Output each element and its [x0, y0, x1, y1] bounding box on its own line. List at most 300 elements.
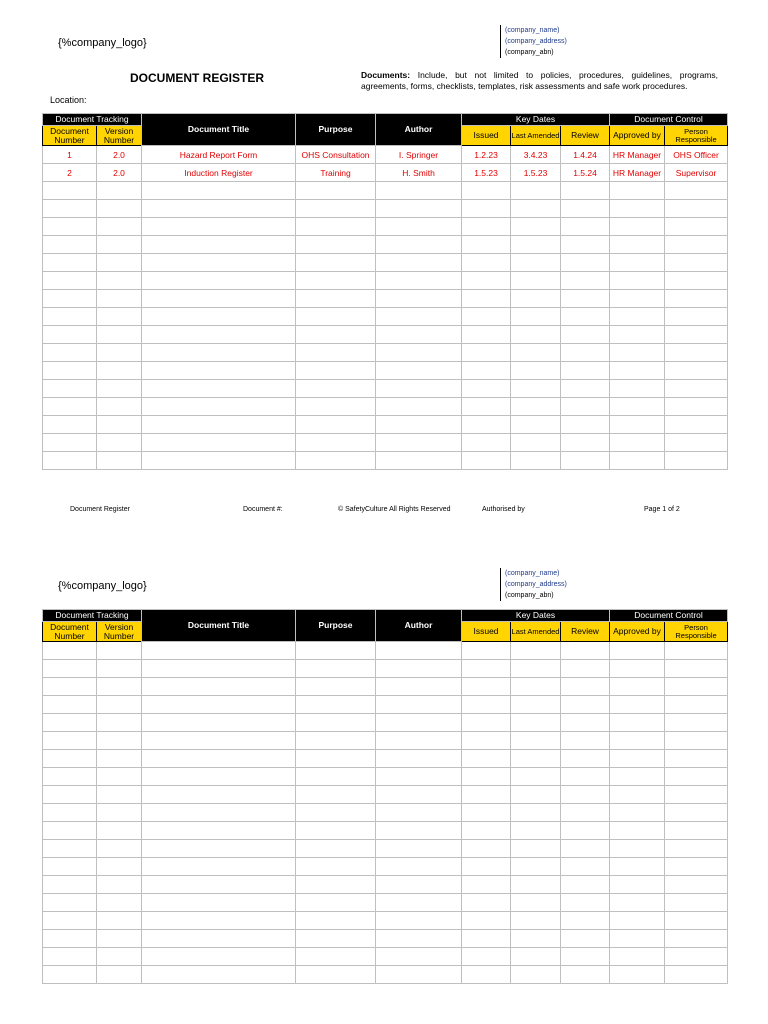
cell-approved-by[interactable]: [610, 290, 665, 308]
cell-version-number[interactable]: [97, 344, 142, 362]
cell-review[interactable]: [561, 236, 610, 254]
cell-document-number[interactable]: [43, 786, 97, 804]
cell-review[interactable]: [561, 308, 610, 326]
cell-last-amended[interactable]: [511, 398, 561, 416]
cell-approved-by[interactable]: [610, 966, 665, 984]
cell-author[interactable]: [376, 290, 462, 308]
cell-document-title[interactable]: [142, 344, 296, 362]
cell-document-title[interactable]: [142, 380, 296, 398]
cell-author[interactable]: [376, 876, 462, 894]
cell-review[interactable]: [561, 254, 610, 272]
cell-purpose[interactable]: [296, 218, 376, 236]
cell-person-responsible[interactable]: [665, 254, 728, 272]
cell-approved-by[interactable]: [610, 218, 665, 236]
cell-document-number[interactable]: [43, 642, 97, 660]
cell-document-title[interactable]: [142, 642, 296, 660]
cell-author[interactable]: [376, 768, 462, 786]
cell-version-number[interactable]: [97, 272, 142, 290]
cell-issued[interactable]: [462, 272, 511, 290]
cell-document-title[interactable]: [142, 876, 296, 894]
cell-person-responsible[interactable]: [665, 344, 728, 362]
table-row-empty[interactable]: [43, 678, 728, 696]
cell-review[interactable]: [561, 218, 610, 236]
cell-document-title[interactable]: [142, 678, 296, 696]
cell-document-number[interactable]: [43, 840, 97, 858]
cell-document-title[interactable]: [142, 732, 296, 750]
cell-author[interactable]: [376, 786, 462, 804]
cell-purpose[interactable]: [296, 326, 376, 344]
cell-purpose[interactable]: [296, 272, 376, 290]
cell-purpose[interactable]: [296, 236, 376, 254]
cell-document-title[interactable]: Induction Register: [142, 164, 296, 182]
cell-person-responsible[interactable]: [665, 380, 728, 398]
cell-purpose[interactable]: [296, 380, 376, 398]
cell-last-amended[interactable]: [511, 876, 561, 894]
cell-last-amended[interactable]: [511, 236, 561, 254]
cell-purpose[interactable]: [296, 416, 376, 434]
cell-document-title[interactable]: [142, 660, 296, 678]
cell-author[interactable]: [376, 182, 462, 200]
cell-person-responsible[interactable]: [665, 912, 728, 930]
cell-person-responsible[interactable]: [665, 696, 728, 714]
cell-person-responsible[interactable]: [665, 362, 728, 380]
cell-document-number[interactable]: [43, 858, 97, 876]
cell-document-title[interactable]: [142, 948, 296, 966]
cell-approved-by[interactable]: [610, 308, 665, 326]
table-row-empty[interactable]: [43, 660, 728, 678]
cell-purpose[interactable]: [296, 660, 376, 678]
cell-approved-by[interactable]: [610, 912, 665, 930]
cell-person-responsible[interactable]: [665, 200, 728, 218]
cell-purpose[interactable]: [296, 642, 376, 660]
table-row-empty[interactable]: [43, 930, 728, 948]
cell-last-amended[interactable]: [511, 326, 561, 344]
cell-author[interactable]: [376, 822, 462, 840]
cell-last-amended[interactable]: [511, 858, 561, 876]
cell-issued[interactable]: [462, 948, 511, 966]
cell-purpose[interactable]: [296, 894, 376, 912]
cell-approved-by[interactable]: [610, 642, 665, 660]
cell-document-number[interactable]: [43, 362, 97, 380]
cell-approved-by[interactable]: [610, 362, 665, 380]
cell-author[interactable]: [376, 380, 462, 398]
cell-review[interactable]: [561, 750, 610, 768]
cell-approved-by[interactable]: [610, 876, 665, 894]
cell-review[interactable]: [561, 272, 610, 290]
cell-document-number[interactable]: [43, 182, 97, 200]
cell-person-responsible[interactable]: [665, 804, 728, 822]
cell-person-responsible[interactable]: [665, 272, 728, 290]
table-row-empty[interactable]: [43, 912, 728, 930]
cell-review[interactable]: [561, 858, 610, 876]
table-row-empty[interactable]: [43, 398, 728, 416]
table-row-empty[interactable]: [43, 840, 728, 858]
cell-person-responsible[interactable]: OHS Officer: [665, 146, 728, 164]
cell-purpose[interactable]: [296, 750, 376, 768]
cell-last-amended[interactable]: [511, 272, 561, 290]
cell-review[interactable]: [561, 786, 610, 804]
cell-person-responsible[interactable]: [665, 858, 728, 876]
cell-purpose[interactable]: [296, 768, 376, 786]
cell-document-title[interactable]: [142, 182, 296, 200]
cell-issued[interactable]: [462, 876, 511, 894]
cell-document-number[interactable]: [43, 768, 97, 786]
cell-issued[interactable]: [462, 966, 511, 984]
cell-review[interactable]: [561, 344, 610, 362]
cell-document-number[interactable]: [43, 966, 97, 984]
cell-issued[interactable]: [462, 200, 511, 218]
table-row-empty[interactable]: [43, 200, 728, 218]
cell-document-number[interactable]: [43, 876, 97, 894]
cell-purpose[interactable]: [296, 930, 376, 948]
cell-author[interactable]: [376, 642, 462, 660]
cell-author[interactable]: [376, 416, 462, 434]
cell-document-title[interactable]: [142, 452, 296, 470]
cell-approved-by[interactable]: [610, 236, 665, 254]
cell-purpose[interactable]: [296, 714, 376, 732]
cell-document-title[interactable]: [142, 912, 296, 930]
cell-document-number[interactable]: [43, 696, 97, 714]
table-row-empty[interactable]: [43, 290, 728, 308]
cell-document-number[interactable]: [43, 678, 97, 696]
table-row-empty[interactable]: [43, 876, 728, 894]
cell-version-number[interactable]: [97, 236, 142, 254]
cell-issued[interactable]: [462, 434, 511, 452]
cell-purpose[interactable]: [296, 858, 376, 876]
cell-approved-by[interactable]: [610, 840, 665, 858]
cell-person-responsible[interactable]: [665, 416, 728, 434]
cell-version-number[interactable]: [97, 840, 142, 858]
table-row-empty[interactable]: [43, 696, 728, 714]
cell-last-amended[interactable]: [511, 678, 561, 696]
cell-version-number[interactable]: [97, 434, 142, 452]
cell-review[interactable]: [561, 290, 610, 308]
cell-document-title[interactable]: [142, 218, 296, 236]
table-row-empty[interactable]: [43, 786, 728, 804]
cell-approved-by[interactable]: [610, 750, 665, 768]
cell-purpose[interactable]: [296, 678, 376, 696]
cell-version-number[interactable]: [97, 660, 142, 678]
table-row-empty[interactable]: [43, 714, 728, 732]
cell-issued[interactable]: [462, 290, 511, 308]
cell-version-number[interactable]: [97, 218, 142, 236]
cell-author[interactable]: [376, 308, 462, 326]
table-row[interactable]: [43, 146, 728, 164]
cell-author[interactable]: [376, 858, 462, 876]
cell-person-responsible[interactable]: [665, 308, 728, 326]
cell-document-title[interactable]: [142, 362, 296, 380]
cell-last-amended[interactable]: [511, 822, 561, 840]
cell-document-number[interactable]: [43, 380, 97, 398]
cell-document-title[interactable]: [142, 272, 296, 290]
table-row-empty[interactable]: [43, 236, 728, 254]
cell-approved-by[interactable]: [610, 660, 665, 678]
cell-document-number[interactable]: [43, 912, 97, 930]
cell-document-title[interactable]: [142, 822, 296, 840]
cell-author[interactable]: [376, 750, 462, 768]
cell-review[interactable]: [561, 416, 610, 434]
cell-review[interactable]: [561, 362, 610, 380]
cell-document-number[interactable]: [43, 254, 97, 272]
cell-last-amended[interactable]: [511, 732, 561, 750]
cell-last-amended[interactable]: [511, 948, 561, 966]
cell-document-number[interactable]: [43, 308, 97, 326]
cell-purpose[interactable]: [296, 948, 376, 966]
cell-document-number[interactable]: 2: [43, 164, 97, 182]
cell-last-amended[interactable]: 1.5.23: [511, 164, 561, 182]
cell-purpose[interactable]: [296, 200, 376, 218]
cell-person-responsible[interactable]: [665, 678, 728, 696]
cell-version-number[interactable]: [97, 362, 142, 380]
cell-review[interactable]: [561, 840, 610, 858]
cell-approved-by[interactable]: [610, 948, 665, 966]
cell-purpose[interactable]: [296, 344, 376, 362]
cell-approved-by[interactable]: [610, 804, 665, 822]
cell-author[interactable]: [376, 254, 462, 272]
cell-document-number[interactable]: 1: [43, 146, 97, 164]
cell-last-amended[interactable]: [511, 660, 561, 678]
table-row-empty[interactable]: [43, 894, 728, 912]
table-row-empty[interactable]: [43, 326, 728, 344]
cell-issued[interactable]: 1.5.23: [462, 164, 511, 182]
cell-last-amended[interactable]: [511, 434, 561, 452]
table-row-empty[interactable]: [43, 966, 728, 984]
cell-document-title[interactable]: Hazard Report Form: [142, 146, 296, 164]
cell-person-responsible[interactable]: [665, 822, 728, 840]
cell-approved-by[interactable]: [610, 858, 665, 876]
cell-approved-by[interactable]: [610, 786, 665, 804]
cell-issued[interactable]: [462, 768, 511, 786]
cell-last-amended[interactable]: [511, 416, 561, 434]
cell-approved-by[interactable]: [610, 452, 665, 470]
cell-last-amended[interactable]: [511, 930, 561, 948]
cell-review[interactable]: [561, 452, 610, 470]
cell-approved-by[interactable]: [610, 200, 665, 218]
cell-issued[interactable]: 1.2.23: [462, 146, 511, 164]
cell-document-title[interactable]: [142, 804, 296, 822]
cell-person-responsible[interactable]: [665, 732, 728, 750]
cell-purpose[interactable]: [296, 398, 376, 416]
cell-document-number[interactable]: [43, 434, 97, 452]
cell-last-amended[interactable]: [511, 804, 561, 822]
cell-last-amended[interactable]: [511, 786, 561, 804]
cell-person-responsible[interactable]: [665, 398, 728, 416]
cell-document-title[interactable]: [142, 200, 296, 218]
cell-issued[interactable]: [462, 182, 511, 200]
cell-review[interactable]: [561, 398, 610, 416]
cell-version-number[interactable]: [97, 876, 142, 894]
cell-purpose[interactable]: [296, 912, 376, 930]
cell-author[interactable]: [376, 434, 462, 452]
cell-last-amended[interactable]: [511, 380, 561, 398]
cell-review[interactable]: [561, 804, 610, 822]
cell-document-number[interactable]: [43, 200, 97, 218]
cell-person-responsible[interactable]: [665, 930, 728, 948]
cell-document-number[interactable]: [43, 326, 97, 344]
cell-last-amended[interactable]: [511, 642, 561, 660]
cell-author[interactable]: [376, 948, 462, 966]
cell-author[interactable]: [376, 930, 462, 948]
cell-person-responsible[interactable]: [665, 840, 728, 858]
cell-version-number[interactable]: [97, 930, 142, 948]
cell-review[interactable]: 1.5.24: [561, 164, 610, 182]
cell-document-number[interactable]: [43, 732, 97, 750]
cell-approved-by[interactable]: HR Manager: [610, 146, 665, 164]
cell-purpose[interactable]: [296, 840, 376, 858]
cell-review[interactable]: [561, 714, 610, 732]
cell-purpose[interactable]: [296, 434, 376, 452]
cell-document-title[interactable]: [142, 290, 296, 308]
cell-issued[interactable]: [462, 398, 511, 416]
cell-issued[interactable]: [462, 254, 511, 272]
cell-issued[interactable]: [462, 308, 511, 326]
cell-document-title[interactable]: [142, 750, 296, 768]
cell-person-responsible[interactable]: [665, 660, 728, 678]
cell-person-responsible[interactable]: Supervisor: [665, 164, 728, 182]
cell-review[interactable]: 1.4.24: [561, 146, 610, 164]
cell-purpose[interactable]: [296, 804, 376, 822]
cell-approved-by[interactable]: [610, 416, 665, 434]
cell-last-amended[interactable]: [511, 696, 561, 714]
cell-last-amended[interactable]: [511, 344, 561, 362]
cell-last-amended[interactable]: [511, 966, 561, 984]
cell-document-number[interactable]: [43, 272, 97, 290]
cell-person-responsible[interactable]: [665, 948, 728, 966]
cell-author[interactable]: [376, 840, 462, 858]
cell-author[interactable]: [376, 398, 462, 416]
cell-review[interactable]: [561, 876, 610, 894]
cell-purpose[interactable]: [296, 254, 376, 272]
cell-last-amended[interactable]: [511, 750, 561, 768]
table-row-empty[interactable]: [43, 416, 728, 434]
cell-person-responsible[interactable]: [665, 786, 728, 804]
cell-issued[interactable]: [462, 642, 511, 660]
cell-issued[interactable]: [462, 344, 511, 362]
cell-version-number[interactable]: 2.0: [97, 146, 142, 164]
cell-review[interactable]: [561, 642, 610, 660]
cell-approved-by[interactable]: [610, 696, 665, 714]
cell-document-number[interactable]: [43, 236, 97, 254]
cell-person-responsible[interactable]: [665, 236, 728, 254]
cell-purpose[interactable]: [296, 290, 376, 308]
cell-last-amended[interactable]: [511, 290, 561, 308]
cell-document-title[interactable]: [142, 254, 296, 272]
cell-review[interactable]: [561, 732, 610, 750]
cell-author[interactable]: [376, 344, 462, 362]
cell-author[interactable]: [376, 362, 462, 380]
table-row-empty[interactable]: [43, 254, 728, 272]
cell-review[interactable]: [561, 894, 610, 912]
cell-purpose[interactable]: Training: [296, 164, 376, 182]
table-row-empty[interactable]: [43, 768, 728, 786]
cell-review[interactable]: [561, 948, 610, 966]
cell-author[interactable]: [376, 732, 462, 750]
table-row-empty[interactable]: [43, 948, 728, 966]
cell-issued[interactable]: [462, 840, 511, 858]
cell-issued[interactable]: [462, 858, 511, 876]
table-row-empty[interactable]: [43, 858, 728, 876]
cell-issued[interactable]: [462, 912, 511, 930]
cell-purpose[interactable]: [296, 452, 376, 470]
cell-document-number[interactable]: [43, 714, 97, 732]
cell-document-number[interactable]: [43, 290, 97, 308]
cell-document-title[interactable]: [142, 840, 296, 858]
cell-person-responsible[interactable]: [665, 434, 728, 452]
cell-issued[interactable]: [462, 930, 511, 948]
cell-approved-by[interactable]: [610, 398, 665, 416]
cell-approved-by[interactable]: [610, 182, 665, 200]
cell-review[interactable]: [561, 380, 610, 398]
table-row-empty[interactable]: [43, 182, 728, 200]
cell-document-number[interactable]: [43, 804, 97, 822]
cell-person-responsible[interactable]: [665, 876, 728, 894]
cell-version-number[interactable]: [97, 380, 142, 398]
cell-version-number[interactable]: [97, 912, 142, 930]
cell-last-amended[interactable]: [511, 254, 561, 272]
cell-version-number[interactable]: [97, 642, 142, 660]
cell-author[interactable]: [376, 236, 462, 254]
cell-review[interactable]: [561, 768, 610, 786]
cell-document-number[interactable]: [43, 894, 97, 912]
cell-approved-by[interactable]: [610, 380, 665, 398]
cell-person-responsible[interactable]: [665, 750, 728, 768]
table-row-empty[interactable]: [43, 822, 728, 840]
cell-version-number[interactable]: [97, 804, 142, 822]
cell-person-responsible[interactable]: [665, 452, 728, 470]
cell-person-responsible[interactable]: [665, 182, 728, 200]
table-row-empty[interactable]: [43, 380, 728, 398]
cell-document-title[interactable]: [142, 434, 296, 452]
cell-approved-by[interactable]: [610, 930, 665, 948]
cell-review[interactable]: [561, 966, 610, 984]
cell-document-title[interactable]: [142, 236, 296, 254]
cell-last-amended[interactable]: [511, 452, 561, 470]
cell-approved-by[interactable]: [610, 732, 665, 750]
cell-approved-by[interactable]: [610, 678, 665, 696]
cell-document-title[interactable]: [142, 696, 296, 714]
cell-version-number[interactable]: [97, 822, 142, 840]
cell-last-amended[interactable]: [511, 714, 561, 732]
cell-purpose[interactable]: [296, 696, 376, 714]
cell-issued[interactable]: [462, 822, 511, 840]
cell-issued[interactable]: [462, 660, 511, 678]
cell-approved-by[interactable]: [610, 434, 665, 452]
cell-version-number[interactable]: [97, 326, 142, 344]
cell-author[interactable]: H. Smith: [376, 164, 462, 182]
cell-version-number[interactable]: [97, 398, 142, 416]
cell-issued[interactable]: [462, 218, 511, 236]
cell-document-title[interactable]: [142, 398, 296, 416]
cell-version-number[interactable]: [97, 750, 142, 768]
cell-document-title[interactable]: [142, 768, 296, 786]
cell-document-title[interactable]: [142, 786, 296, 804]
cell-version-number[interactable]: [97, 678, 142, 696]
cell-review[interactable]: [561, 912, 610, 930]
cell-approved-by[interactable]: [610, 272, 665, 290]
cell-version-number[interactable]: [97, 786, 142, 804]
cell-last-amended[interactable]: [511, 200, 561, 218]
cell-version-number[interactable]: [97, 254, 142, 272]
cell-purpose[interactable]: [296, 876, 376, 894]
cell-document-title[interactable]: [142, 714, 296, 732]
cell-person-responsible[interactable]: [665, 894, 728, 912]
table-row-empty[interactable]: [43, 434, 728, 452]
cell-last-amended[interactable]: [511, 840, 561, 858]
cell-issued[interactable]: [462, 452, 511, 470]
cell-document-number[interactable]: [43, 398, 97, 416]
cell-document-title[interactable]: [142, 966, 296, 984]
cell-person-responsible[interactable]: [665, 290, 728, 308]
